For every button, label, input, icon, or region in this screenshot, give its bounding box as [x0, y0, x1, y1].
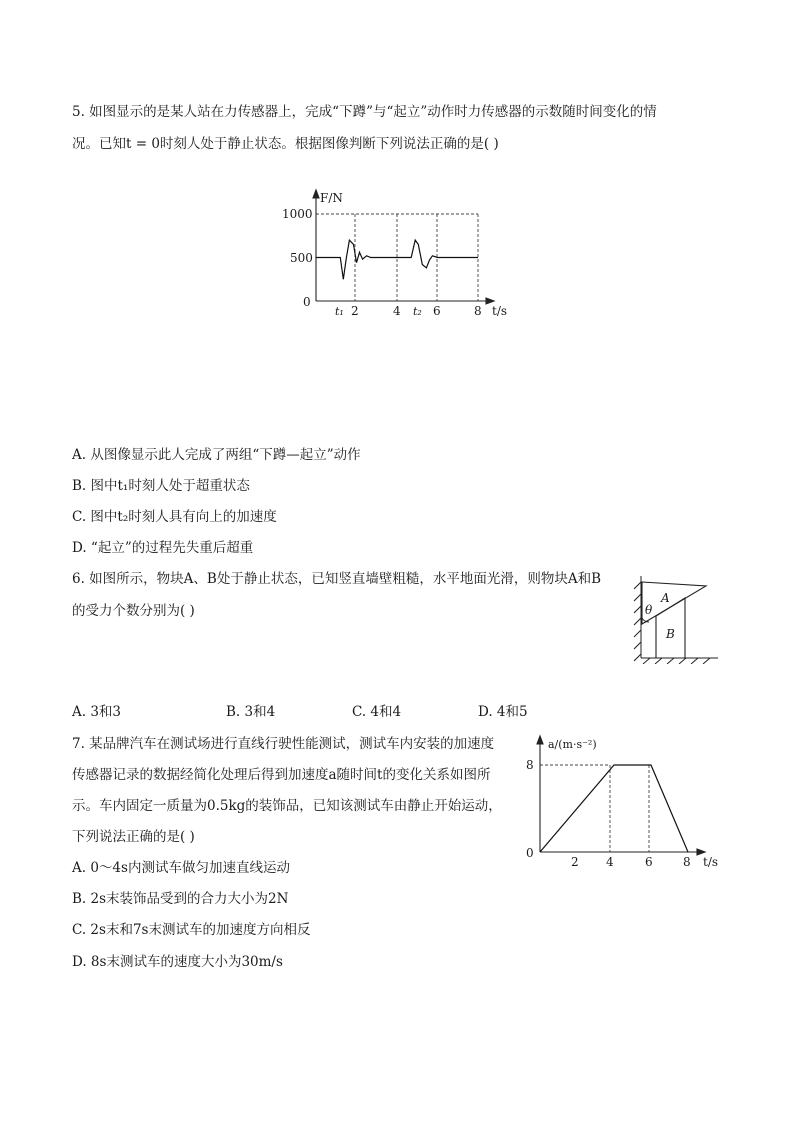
q7-stem-line-4: 下列说法正确的是( ) [72, 829, 195, 845]
q6-blocks-figure [628, 572, 723, 664]
q7-y-arrow [537, 736, 543, 744]
q5-xtick-6: 6 [433, 304, 441, 318]
q6-stem-line-2: 的受力个数分别为( ) [72, 603, 195, 619]
q5-xtick-2: 2 [351, 304, 359, 318]
q7-ytick-8: 8 [526, 758, 534, 772]
q7-xtick-6: 6 [645, 855, 653, 869]
q5-ylabel: F/N [320, 191, 343, 205]
q5-stem-line-1: 5. 如图显示的是某人站在力传感器上，完成“下蹲”与“起立”动作时力传感器的示数随时间变化的情 [72, 104, 657, 120]
q5-y-arrow [313, 190, 319, 198]
q7-xtick-8: 8 [683, 855, 691, 869]
q7-origin: 0 [526, 846, 534, 860]
q5-stem-line-2: 况。已知t = 0时刻人处于静止状态。根据图像判断下列说法正确的是( ) [72, 136, 499, 152]
q6-option-c[interactable]: C. 4和4 [352, 704, 402, 720]
q7-stem-line-1: 7. 某品牌汽车在测试场进行直线行驶性能测试，测试车内安装的加速度 [72, 736, 495, 752]
q5-option-b[interactable]: B. 图中t₁时刻人处于超重状态 [72, 478, 250, 494]
q6-label-b: B [666, 627, 675, 641]
q6-option-b[interactable]: B. 3和4 [226, 704, 276, 720]
q7-option-c[interactable]: C. 2s末和7s末测试车的加速度方向相反 [72, 922, 311, 938]
q5-option-a[interactable]: A. 从图像显示此人完成了两组“下蹲—起立”动作 [72, 447, 361, 463]
q7-ylabel: a/(m·s⁻²) [548, 738, 597, 751]
q5-xtick-t1: t₁ [335, 305, 344, 318]
q6-option-a[interactable]: A. 3和3 [72, 704, 122, 720]
q5-ytick-1000: 1000 [282, 207, 313, 221]
q7-xtick-4: 4 [606, 855, 614, 869]
q7-option-d[interactable]: D. 8s末测试车的速度大小为30m/s [72, 954, 283, 970]
q6-stem-line-1: 6. 如图所示，物块A、B处于静止状态，已知竖直墙壁粗糙，水平地面光滑，则物块A和B [72, 571, 602, 587]
q6-option-d[interactable]: D. 4和5 [478, 704, 528, 720]
q7-option-b[interactable]: B. 2s末装饰品受到的合力大小为2N [72, 891, 289, 907]
q5-option-c[interactable]: C. 图中t₂时刻人具有向上的加速度 [72, 509, 277, 525]
q7-xtick-2: 2 [571, 855, 579, 869]
q6-label-a: A [661, 591, 670, 605]
q5-xtick-t2: t₂ [413, 305, 422, 318]
q5-xtick-8: 8 [474, 304, 482, 318]
q7-stem-line-3: 示。车内固定一质量为0.5kg的装饰品，已知该测试车由静止开始运动， [72, 798, 502, 814]
q5-option-d[interactable]: D. “起立”的过程先失重后超重 [72, 540, 254, 556]
q7-xlabel: t/s [703, 855, 719, 869]
q5-xlabel: t/s [492, 304, 508, 318]
q5-ytick-0: 0 [303, 295, 311, 309]
q7-acceleration-time-chart [518, 730, 728, 872]
q7-acceleration-curve [540, 765, 688, 852]
q7-option-a[interactable]: A. 0～4s内测试车做匀加速直线运动 [72, 860, 290, 876]
q5-xtick-4: 4 [393, 304, 401, 318]
q7-stem-line-2: 传感器记录的数据经简化处理后得到加速度a随时间t的变化关系如图所 [72, 767, 491, 783]
q5-ytick-500: 500 [290, 251, 313, 265]
q6-theta-label: θ [645, 603, 653, 617]
q5-force-time-chart [260, 186, 530, 326]
